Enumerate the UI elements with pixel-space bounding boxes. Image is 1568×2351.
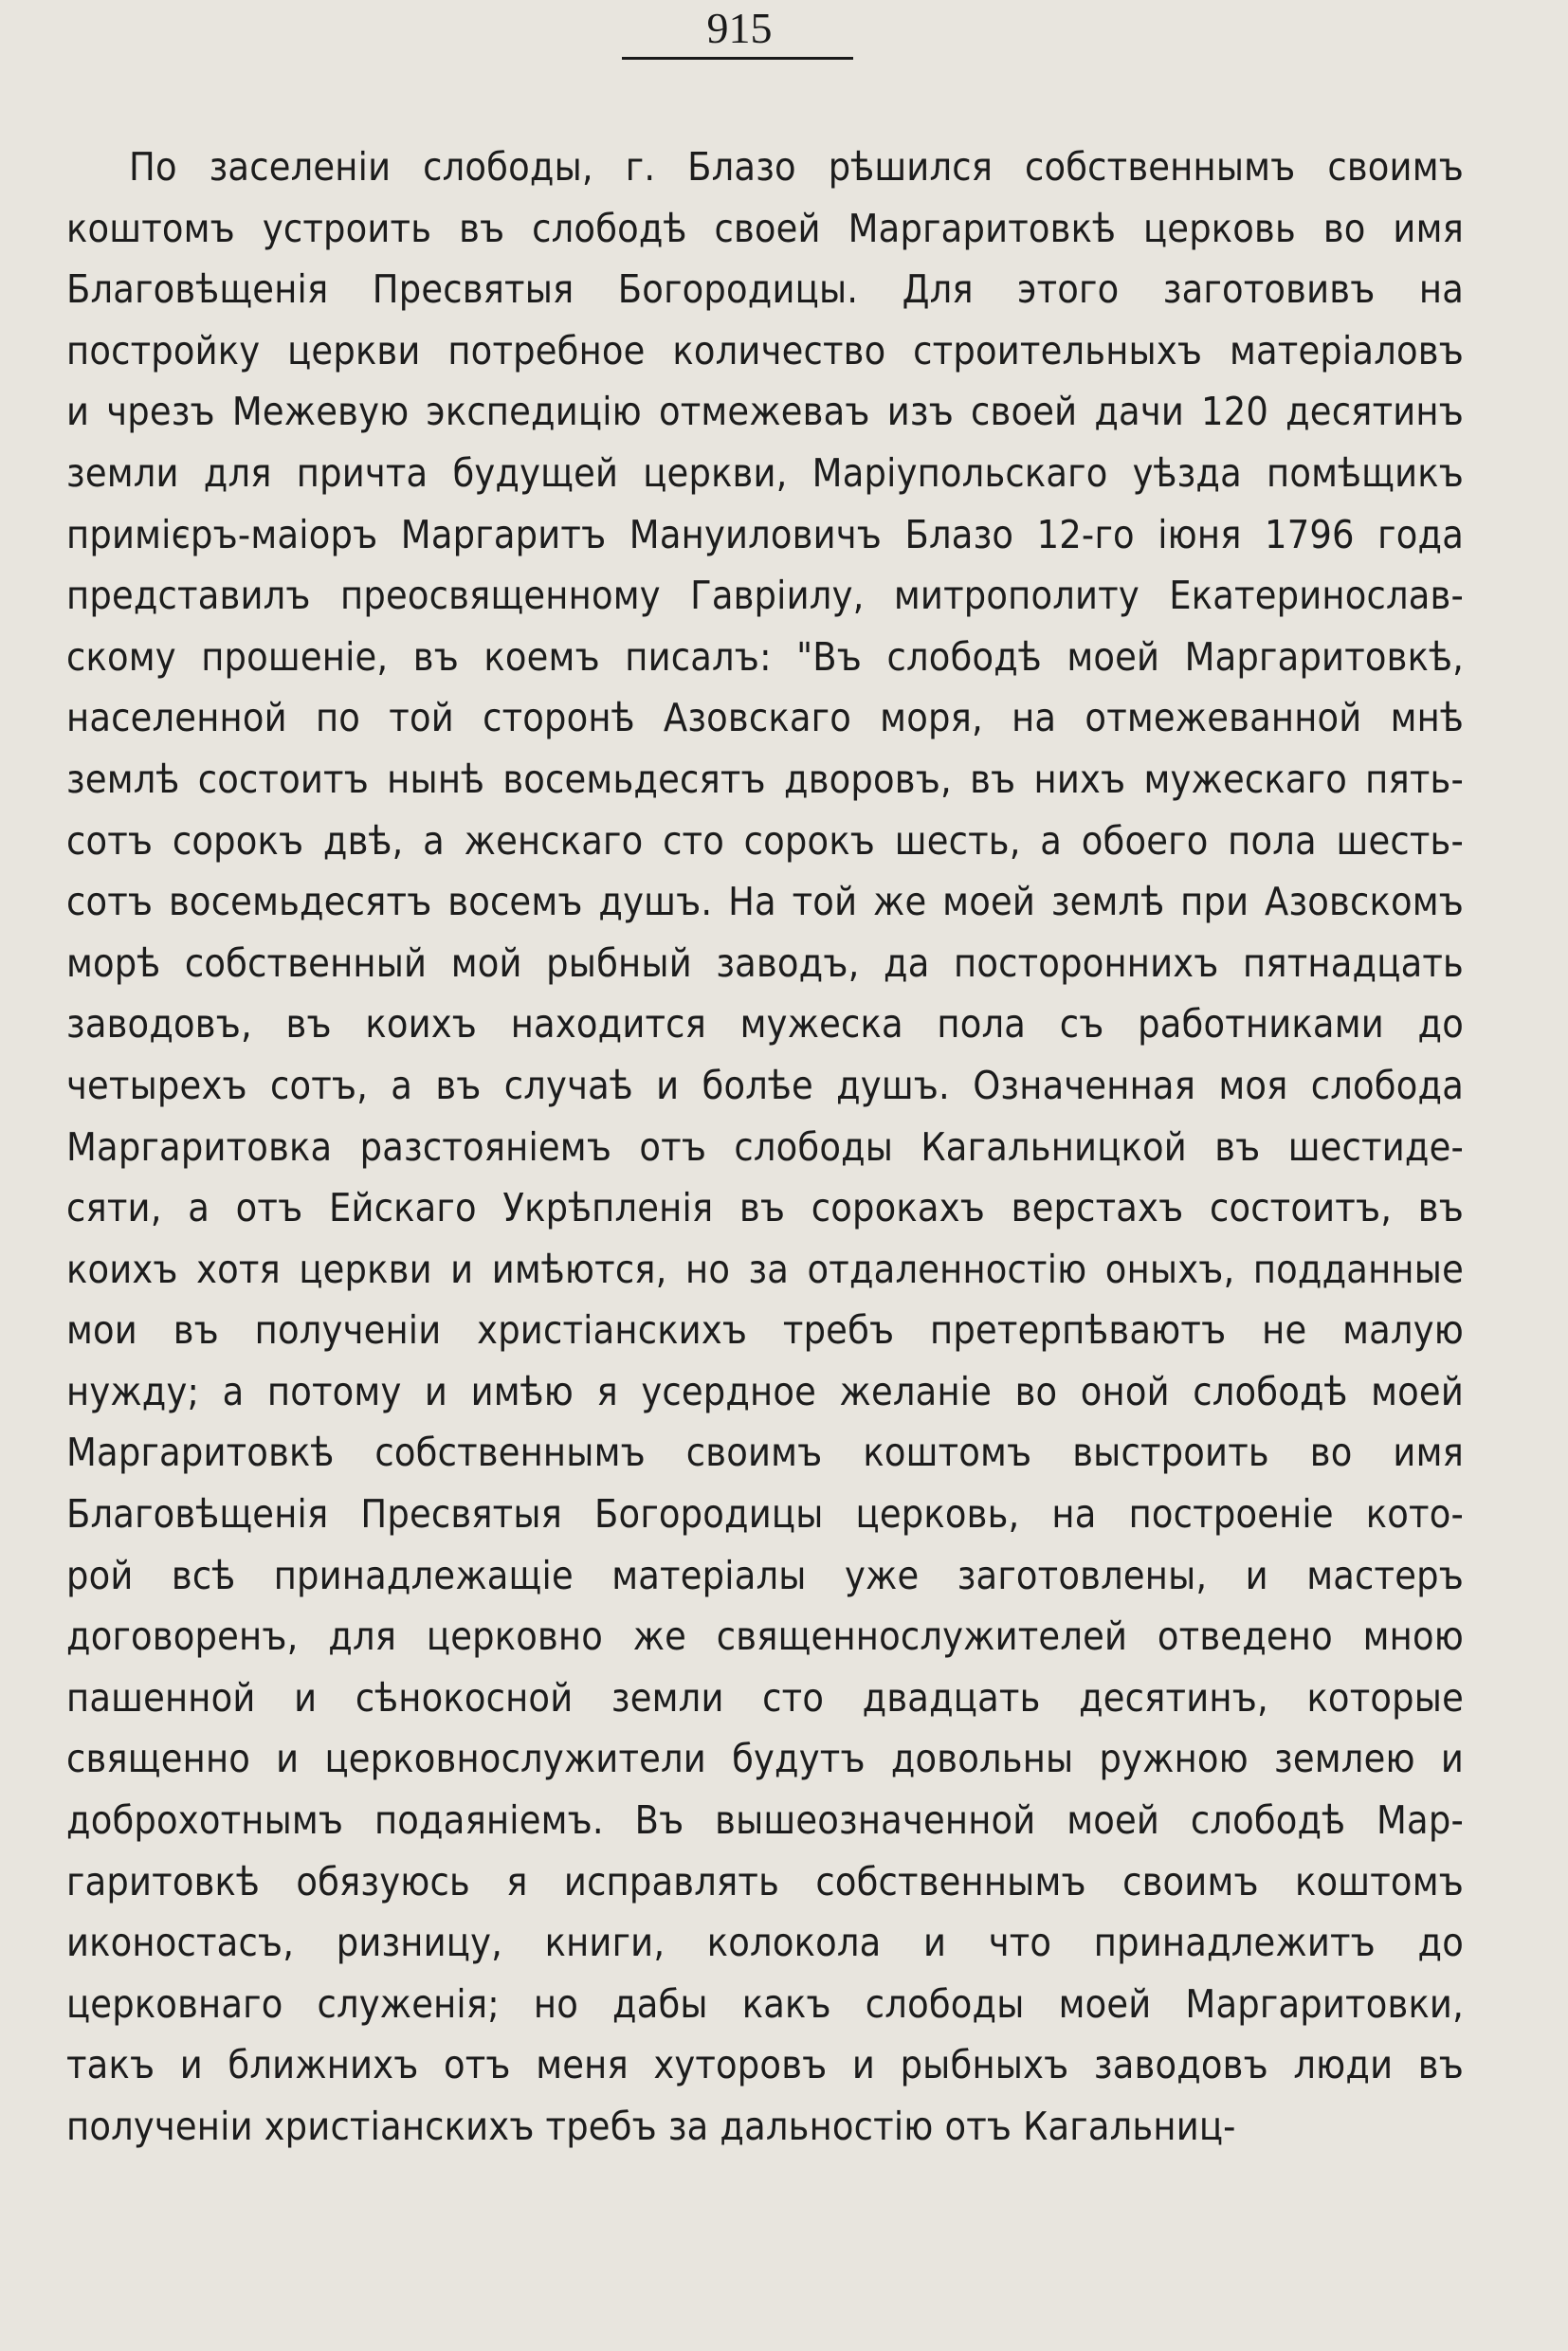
- text-line: сотъ сорокъ двѣ, а женскаго сто сорокъ шесть, а обоего пола шесть-: [66, 817, 1464, 864]
- text-line: сотъ восемьдесятъ восемъ душъ. На той же моей землѣ при Азовскомъ: [66, 879, 1464, 925]
- text-line: скому прошеніе, въ коемъ писалъ: "Въ слободѣ моей Маргаритовкѣ,: [66, 633, 1464, 680]
- text-line: Маргаритовка разстояніемъ отъ слободы Кагальницкой въ шестиде-: [66, 1123, 1464, 1170]
- page-number-rule: [622, 57, 853, 60]
- text-line: церковнаго служенія; но дабы какъ слободы моей Маргаритовки,: [66, 1980, 1464, 2027]
- text-line: морѣ собственный мой рыбный заводъ, да постороннихъ пятнадцать: [66, 939, 1464, 986]
- text-line: земли для причта будущей церкви, Маріупольскаго уѣзда помѣщикъ: [66, 449, 1464, 496]
- text-line: и чрезъ Межевую экспедицію отмежеваъ изъ своей дачи 120 десятинъ: [66, 389, 1464, 435]
- text-line: примієръ-маіоръ Маргаритъ Мануиловичъ Блазо 12-го іюня 1796 года: [66, 511, 1464, 557]
- text-line: представилъ преосвященному Гавріилу, митрополиту Екатеринослав-: [66, 573, 1464, 619]
- text-line: сяти, а отъ Ейскаго Укрѣпленія въ сорокахъ верстахъ состоитъ, въ: [66, 1185, 1464, 1231]
- text-line: заводовъ, въ коихъ находится мужеска пола съ работниками до: [66, 1001, 1464, 1048]
- text-line: Маргаритовкѣ собственнымъ своимъ коштомъ выстроить во имя: [66, 1430, 1464, 1476]
- body-paragraph: [66, 137, 1464, 2158]
- text-line: мои въ полученіи христіанскихъ требъ претерпѣваютъ не малую: [66, 1307, 1464, 1354]
- text-line: коихъ хотя церкви и имѣются, но за отдаленностію оныхъ, подданные: [66, 1246, 1464, 1292]
- text-line: пашенной и сѣнокосной земли сто двадцать десятинъ, которые: [66, 1674, 1464, 1721]
- text-line: нужду; а потому и имѣю я усердное желаніе во оной слободѣ моей: [66, 1368, 1464, 1414]
- text-line: священно и церковнослужители будутъ довольны ружною землею и: [66, 1736, 1464, 1782]
- text-line: рой всѣ принадлежащіе матеріалы уже заготовлены, и мастеръ: [66, 1552, 1464, 1598]
- text-line: договоренъ, для церковно же священнослужителей отведено мною: [66, 1613, 1464, 1660]
- text-line: коштомъ устроить въ слободѣ своей Маргаритовкѣ церковь во имя: [66, 205, 1464, 251]
- text-line: Благовѣщенія Пресвятыя Богородицы церковь, на построеніе кото-: [66, 1491, 1464, 1538]
- text-line: четырехъ сотъ, а въ случаѣ и болѣе душъ. Означенная моя слобода: [66, 1062, 1464, 1108]
- text-line: Благовѣщенія Пресвятыя Богородицы. Для этого заготовивъ на: [66, 266, 1464, 313]
- page-number: 915: [706, 4, 773, 52]
- text-line: доброхотнымъ подаяніемъ. Въ вышеозначенной моей слободѣ Мар-: [66, 1797, 1464, 1844]
- text-line: полученіи христіанскихъ требъ за дальностію отъ Кагальниц-: [66, 2104, 1236, 2149]
- text-line: По заселеніи слободы, г. Блазо рѣшился собственнымъ своимъ: [129, 144, 1464, 190]
- text-line: такъ и ближнихъ отъ меня хуторовъ и рыбныхъ заводовъ люди въ: [66, 2042, 1464, 2088]
- text-line: гаритовкѣ обязуюсь я исправлять собственнымъ своимъ коштомъ: [66, 1858, 1464, 1904]
- text-line: землѣ состоитъ нынѣ восемьдесятъ дворовъ, въ нихъ мужескаго пять-: [66, 756, 1464, 802]
- text-line: населенной по той сторонѣ Азовскаго моря, на отмежеванной мнѣ: [66, 695, 1464, 741]
- text-line: постройку церкви потребное количество строительныхъ матеріаловъ: [66, 327, 1464, 374]
- text-line: иконостасъ, ризницу, книги, колокола и что принадлежитъ до: [66, 1920, 1464, 1966]
